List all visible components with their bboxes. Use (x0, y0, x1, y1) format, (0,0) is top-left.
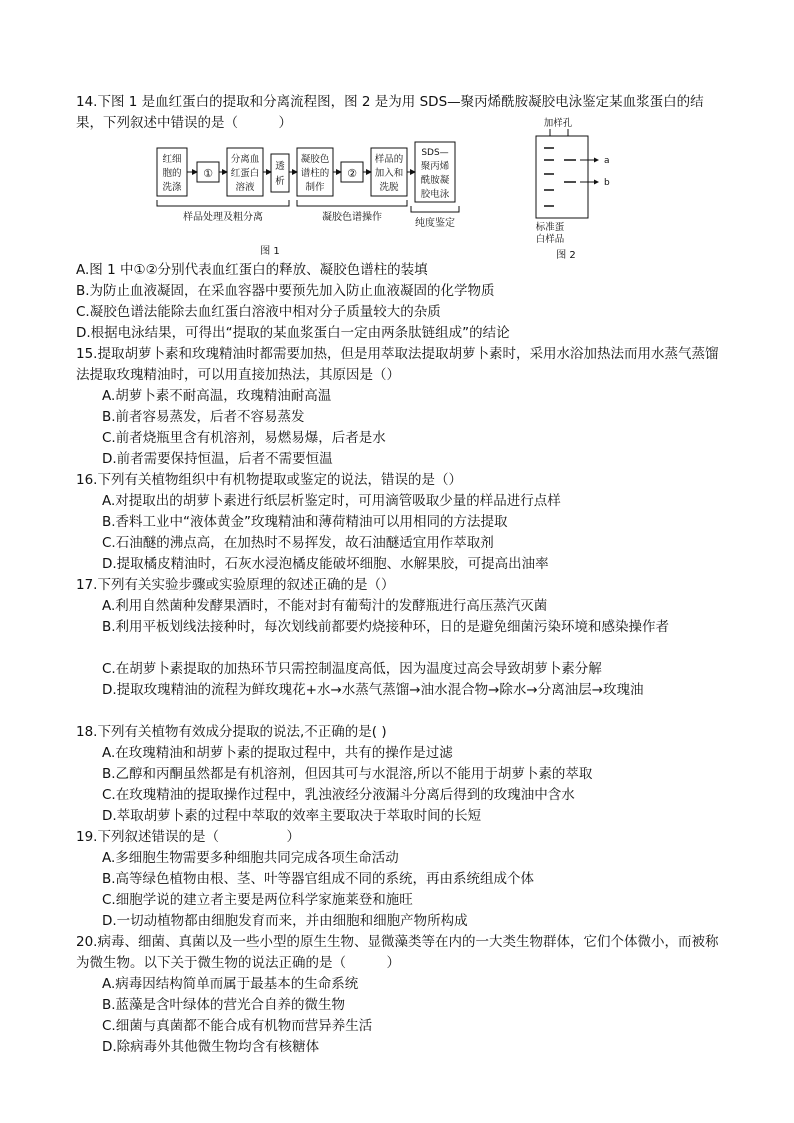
q19-option-c: C.细胞学说的建立者主要是两位科学家施莱登和施旺 (102, 892, 413, 908)
fig1-group3-label: 纯度鉴定 (415, 218, 455, 229)
q14-option-c: C.凝胶色谱法能除去血红蛋白溶液中相对分子质量较大的杂质 (76, 304, 441, 320)
q15-option-b: B.前者容易蒸发，后者不容易蒸发 (102, 409, 305, 425)
q19-stem: 19.下列叙述错误的是（ ） (76, 829, 300, 845)
q18-option-c: C.在玫瑰精油的提取操作过程中，乳浊液经分液漏斗分离后得到的玫瑰油中含水 (102, 787, 575, 803)
fig1-box3-line2: 析 (275, 176, 285, 187)
fig1-box1-line1: 红细 (162, 154, 182, 165)
q18-stem: 18.下列有关植物有效成分提取的说法,不正确的是( ) (76, 724, 387, 740)
fig1-box3-line1: 透 (275, 161, 285, 172)
fig1-box5-line3: 洗脱 (379, 182, 399, 193)
q19-option-d: D.一切动植物都由细胞发育而来，并由细胞和细胞产物所构成 (102, 913, 468, 929)
q15-stem: 15.提取胡萝卜素和玫瑰精油时都需要加热，但是用萃取法提取胡萝卜素时，采用水浴加热法而用水蒸气蒸馏法提取玫瑰精油时，可以用直接加热法，其原因是（） (76, 346, 719, 383)
q19-option-b: B.高等绿色植物由根、茎、叶等器官组成不同的系统，再由系统组成个体 (102, 871, 535, 887)
fig2-caption: 图 2 (556, 250, 576, 259)
q14-option-a: A.图 1 中①②分别代表血红蛋白的释放、凝胶色谱柱的装填 (76, 262, 428, 278)
q16-option-d: D.提取橘皮精油时，石灰水浸泡橘皮能破坏细胞、水解果胶，可提高出油率 (102, 556, 549, 572)
fig1-box4-line3: 制作 (305, 182, 325, 193)
fig1-step2-label: ② (347, 167, 357, 180)
fig2-band-b: b (604, 178, 610, 188)
fig2-band-a: a (604, 156, 610, 166)
q17-option-d: D.提取玫瑰精油的流程为鲜玫瑰花+水→水蒸气蒸馏→油水混合物→除水→分离油层→玫瑰油 (102, 682, 644, 698)
fig1-box4-line2: 谱柱的 (300, 168, 330, 179)
q20-option-d: D.除病毒外其他微生物均含有核糖体 (102, 1039, 320, 1055)
fig1-box2-line3: 溶液 (235, 182, 255, 193)
q14-option-d: D.根据电泳结果，可得出“提取的某血浆蛋白一定由两条肽链组成”的结论 (76, 325, 510, 341)
q16-option-c: C.石油醚的沸点高，在加热时不易挥发，故石油醚适宜用作萃取剂 (102, 535, 494, 551)
q14-stem: 14.下图 1 是血红蛋白的提取和分离流程图，图 2 是为用 SDS—聚丙烯酰胺凝胶电泳鉴定某血浆蛋白的结果，下列叙述中错误的是（ ） (76, 94, 704, 131)
q16-stem: 16.下列有关植物组织中有机物提取或鉴定的说法，错误的是（） (76, 472, 462, 488)
q15-option-d: D.前者需要保持恒温，后者不需要恒温 (102, 451, 333, 467)
q18-option-b: B.乙醇和丙酮虽然都是有机溶剂，但因其可与水混溶,所以不能用于胡萝卜素的萃取 (102, 766, 593, 782)
q19-option-a: A.多细胞生物需要多种细胞共同完成各项生命活动 (102, 850, 399, 866)
fig1-box6-line2: 聚丙烯 (420, 161, 450, 172)
q15-option-a: A.胡萝卜素不耐高温，玫瑰精油耐高温 (102, 388, 332, 404)
fig1-step1-label: ① (203, 167, 213, 180)
fig1-box6-line1: SDS— (421, 148, 449, 158)
q16-option-b: B.香料工业中“液体黄金”玫瑰精油和薄荷精油可以用相同的方法提取 (102, 514, 508, 530)
q20-stem: 20.病毒、细菌、真菌以及一些小型的原生生物、显微藻类等在内的一大类生物群体，它们个体微小，而被称为微生物。以下关于微生物的说法正确的是（ ） (76, 934, 719, 971)
q18-option-a: A.在玫瑰精油和胡萝卜素的提取过程中，共有的操作是过滤 (102, 745, 453, 761)
fig1-caption: 图 1 (260, 246, 280, 257)
figure-2-gel (528, 114, 638, 259)
fig1-group2-label: 凝胶色谱操作 (322, 212, 382, 223)
q14-option-b: B.为防止血液凝固，在采血容器中要预先加入防止血液凝固的化学物质 (76, 283, 495, 299)
q20-option-a: A.病毒因结构简单而属于最基本的生命系统 (102, 976, 359, 992)
figure-1-flowchart (155, 140, 485, 260)
fig1-box5-line1: 样品的 (374, 154, 404, 165)
fig1-group1-label: 样品处理及粗分离 (183, 212, 263, 223)
fig1-box5-line2: 加入和 (374, 168, 404, 179)
q17-stem: 17.下列有关实验步骤或实验原理的叙述正确的是（） (76, 577, 395, 593)
q20-option-c: C.细菌与真菌都不能合成有机物而营异养生活 (102, 1018, 373, 1034)
fig1-box1-line3: 洗涤 (162, 182, 182, 193)
q16-option-a: A.对提取出的胡萝卜素进行纸层析鉴定时，可用滴管吸取少量的样品进行点样 (102, 493, 561, 509)
q20-option-b: B.蓝藻是含叶绿体的营光合自养的微生物 (102, 997, 346, 1013)
fig1-box6-line4: 胶电泳 (420, 189, 450, 200)
q17-option-c: C.在胡萝卜素提取的加热环节只需控制温度高低，因为温度过高会导致胡萝卜素分解 (102, 661, 602, 677)
fig1-box6-line3: 酰胺凝 (420, 175, 450, 186)
fig1-box2-line1: 分离血 (230, 154, 260, 165)
fig2-well-label: 加样孔 (543, 118, 573, 129)
fig1-box1-line2: 胞的 (162, 168, 182, 179)
fig1-box4-line1: 凝胶色 (300, 154, 330, 165)
q17-option-a: A.利用自然菌种发酵果酒时，不能对封有葡萄汁的发酵瓶进行高压蒸汽灭菌 (102, 598, 548, 614)
fig2-bottom-label-2: 白样品 (535, 234, 565, 245)
q18-option-d: D.萃取胡萝卜素的过程中萃取的效率主要取决于萃取时间的长短 (102, 808, 482, 824)
fig1-box2-line2: 红蛋白 (230, 168, 260, 179)
fig2-bottom-label-1: 标准蛋 (535, 222, 565, 233)
q15-option-c: C.前者烧瓶里含有机溶剂，易燃易爆，后者是水 (102, 430, 386, 446)
q17-option-b: B.利用平板划线法接种时，每次划线前都要灼烧接种环，日的是避免细菌污染环境和感染操作者 (102, 619, 670, 635)
